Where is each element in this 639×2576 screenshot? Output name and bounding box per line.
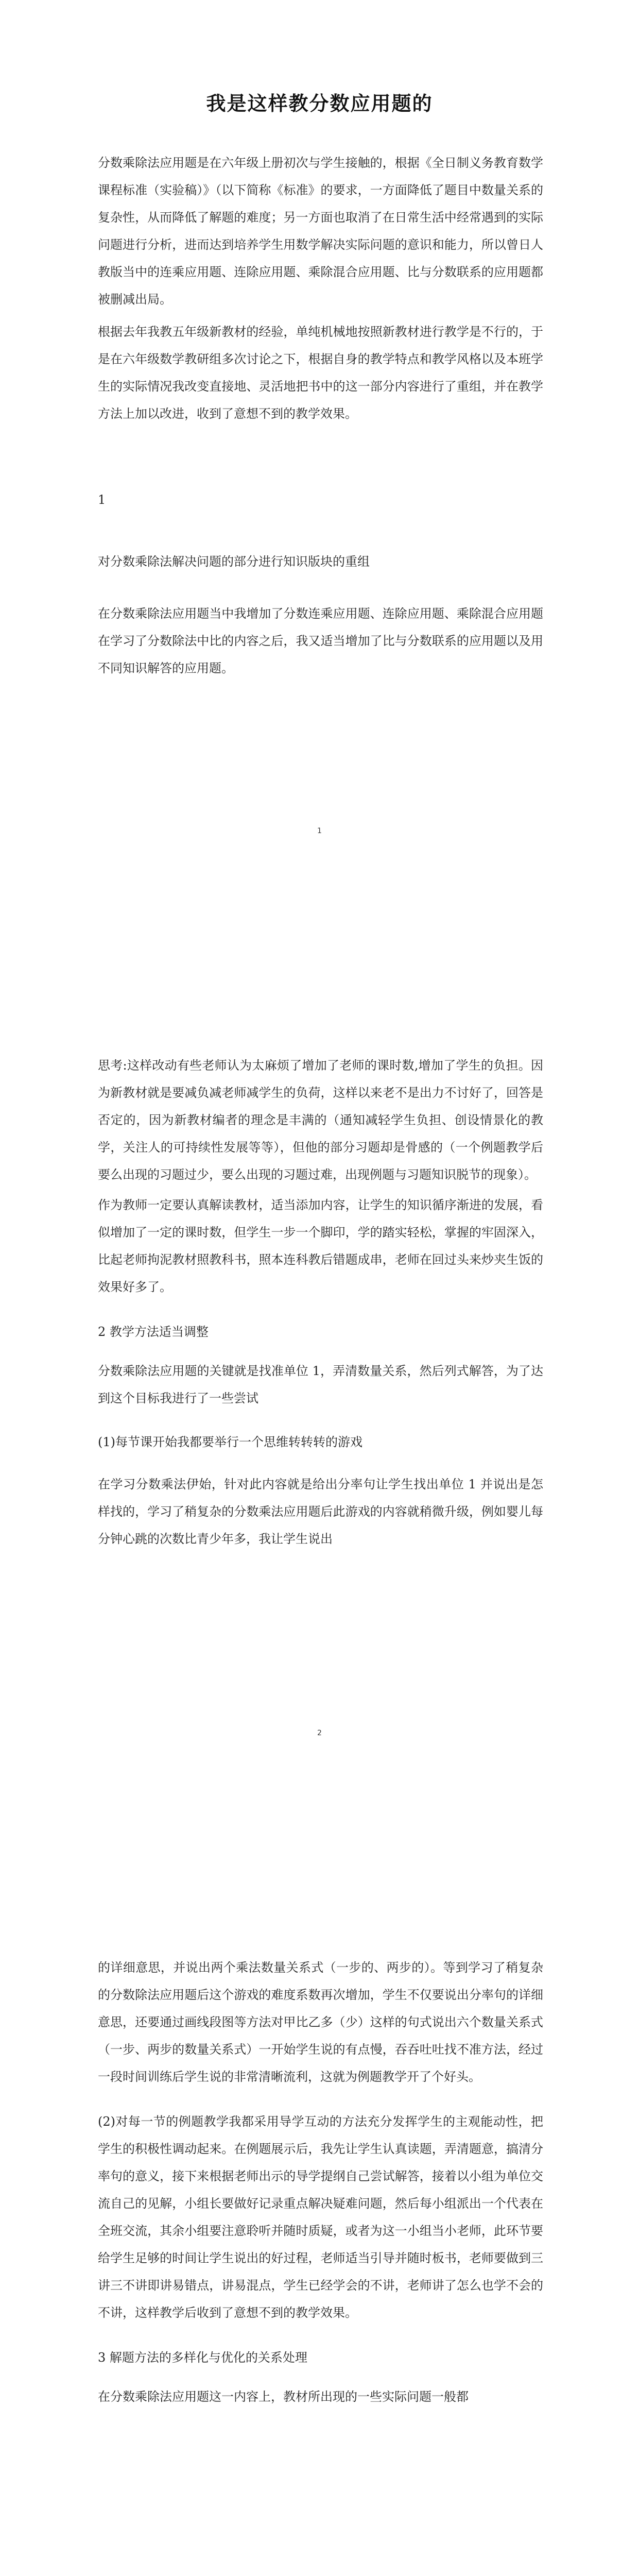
page-number: 2 xyxy=(317,1729,322,1737)
reflection-paragraph: 思考:这样改动有些老师认为太麻烦了增加了老师的课时数,增加了学生的负担。因为新教材就是要减负减老师减学生的负荷，这样以来老不是出力不讨好了，回答是否定的，因为新教材编者的理念是丰满的（通知减轻学生负担、创设情景化的教学，关注人的可持续性发展等等），但他的部分习题却是骨感的（一个例题教学后要么出现的习题过少，要么出现的习题过难，出现例题与习题知识脱节的现象）。 xyxy=(98,1058,543,1182)
section-2-paragraph-2: 在学习分数乘法伊始，针对此内容就是给出分率句让学生找出单位 1 并说出是怎样找的，学习了稍复杂的分数乘法应用题后此游戏的内容就稍微升级，例如婴儿每分钟心跳的次数比青少年多，我让学生说出 xyxy=(98,1477,543,1546)
document-title: 我是这样教分数应用题的 xyxy=(206,92,433,115)
example-teaching-paragraph: (2)对每一节的例题教学我都采用导学互动的方法充分发挥学生的主观能动性，把学生的积极性调动起来。在例题展示后，我先让学生认真读题，弄清题意，搞清分率句的意义，接下来根据老师出示的导学提纲自己尝试解答，接着以小组为单位交流自己的见解，小组长要做好记录重点解决疑难问题，然后每小组派出一个代表在全班交流，其余小组要注意聆听并随时质疑，或者为这一小组当小老师，此环节要给学生足够的时间让学生说出的好过程，老师适当引导并随时板书，老师要做到三讲三不讲即讲易错点，讲易混点，学生已经学会的不讲，老师讲了怎么也学不会的不讲，这样教学后收到了意想不到的教学效果。 xyxy=(98,2114,543,2320)
intro-paragraph-2: 根据去年我教五年级新教材的经验，单纯机械地按照新教材进行教学是不行的，于是在六年级数学教研组多次讨论之下，根据自身的教学特点和教学风格以及本班学生的实际情况我改变直接地、灵活地把书中的这一部分内容进行了重组，并在教学方法上加以改进，收到了意想不到的教学效果。 xyxy=(98,325,543,421)
section-2-paragraph: 分数乘除法应用题的关键就是找准单位 1，弄清数量关系，然后列式解答，为了达到这个目标我进行了一些尝试 xyxy=(98,1364,543,1405)
page-number: 1 xyxy=(317,827,322,835)
section-3-title: 3 解题方法的多样化与优化的关系处理 xyxy=(98,2350,307,2365)
section-1-title: 对分数乘除法解决问题的部分进行知识版块的重组 xyxy=(98,554,370,569)
section-2-subheading: (1)每节课开始我都要举行一个思维转转转的游戏 xyxy=(98,1435,362,1449)
section-1-paragraph: 在分数乘除法应用题当中我增加了分数连乘应用题、连除应用题、乘除混合应用题在学习了分数除法中比的内容之后，我又适当增加了比与分数联系的应用题以及用不同知识解答的应用题。 xyxy=(98,606,543,675)
page-3 xyxy=(0,1807,639,2576)
game-detail-paragraph: 的详细意思，并说出两个乘法数量关系式（一步的、两步的）。等到学习了稍复杂的分数除法应用题后这个游戏的难度系数再次增加，学生不仅要说出分率句的详细意思，还要通过画线段图等方法对甲比乙多（少）这样的句式说出六个数量关系式（一步、两步的数量关系式）一开始学生说的有点慢，吞吞吐吐找不准方法，经过一段时间训练后学生说的非常清晰流利，这就为例题教学开了个好头。 xyxy=(98,1960,543,2084)
section-1-number: 1 xyxy=(98,493,106,507)
page-1 xyxy=(0,0,639,904)
section-3-paragraph: 在分数乘除法应用题这一内容上，教材所出现的一些实际问题一般都 xyxy=(98,2389,469,2404)
teacher-paragraph: 作为教师一定要认真解读教材，适当添加内容，让学生的知识循序渐进的发展，看似增加了一定的课时数，但学生一步一个脚印，学的踏实轻松，掌握的牢固深入，比起老师拘泥教材照教科书，照本连科教后错题成串，老师在回过头来炒夹生饭的效果好多了。 xyxy=(98,1198,543,1294)
section-2-title: 2 教学方法适当调整 xyxy=(98,1325,209,1339)
intro-paragraph: 分数乘除法应用题是在六年级上册初次与学生接触的，根据《全日制义务教育数学课程标准（实验稿）》（以下简称《标准》的要求，一方面降低了题目中数量关系的复杂性，从而降低了解题的难度；另一方面也取消了在日常生活中经常遇到的实际问题进行分析，进而达到培养学生用数学解决实际问题的意识和能力，所以曾日人教版当中的连乘应用题、连除应用题、乘除混合应用题、比与分数联系的应用题都被删减出局。 xyxy=(98,156,543,307)
page-2 xyxy=(0,904,639,1807)
